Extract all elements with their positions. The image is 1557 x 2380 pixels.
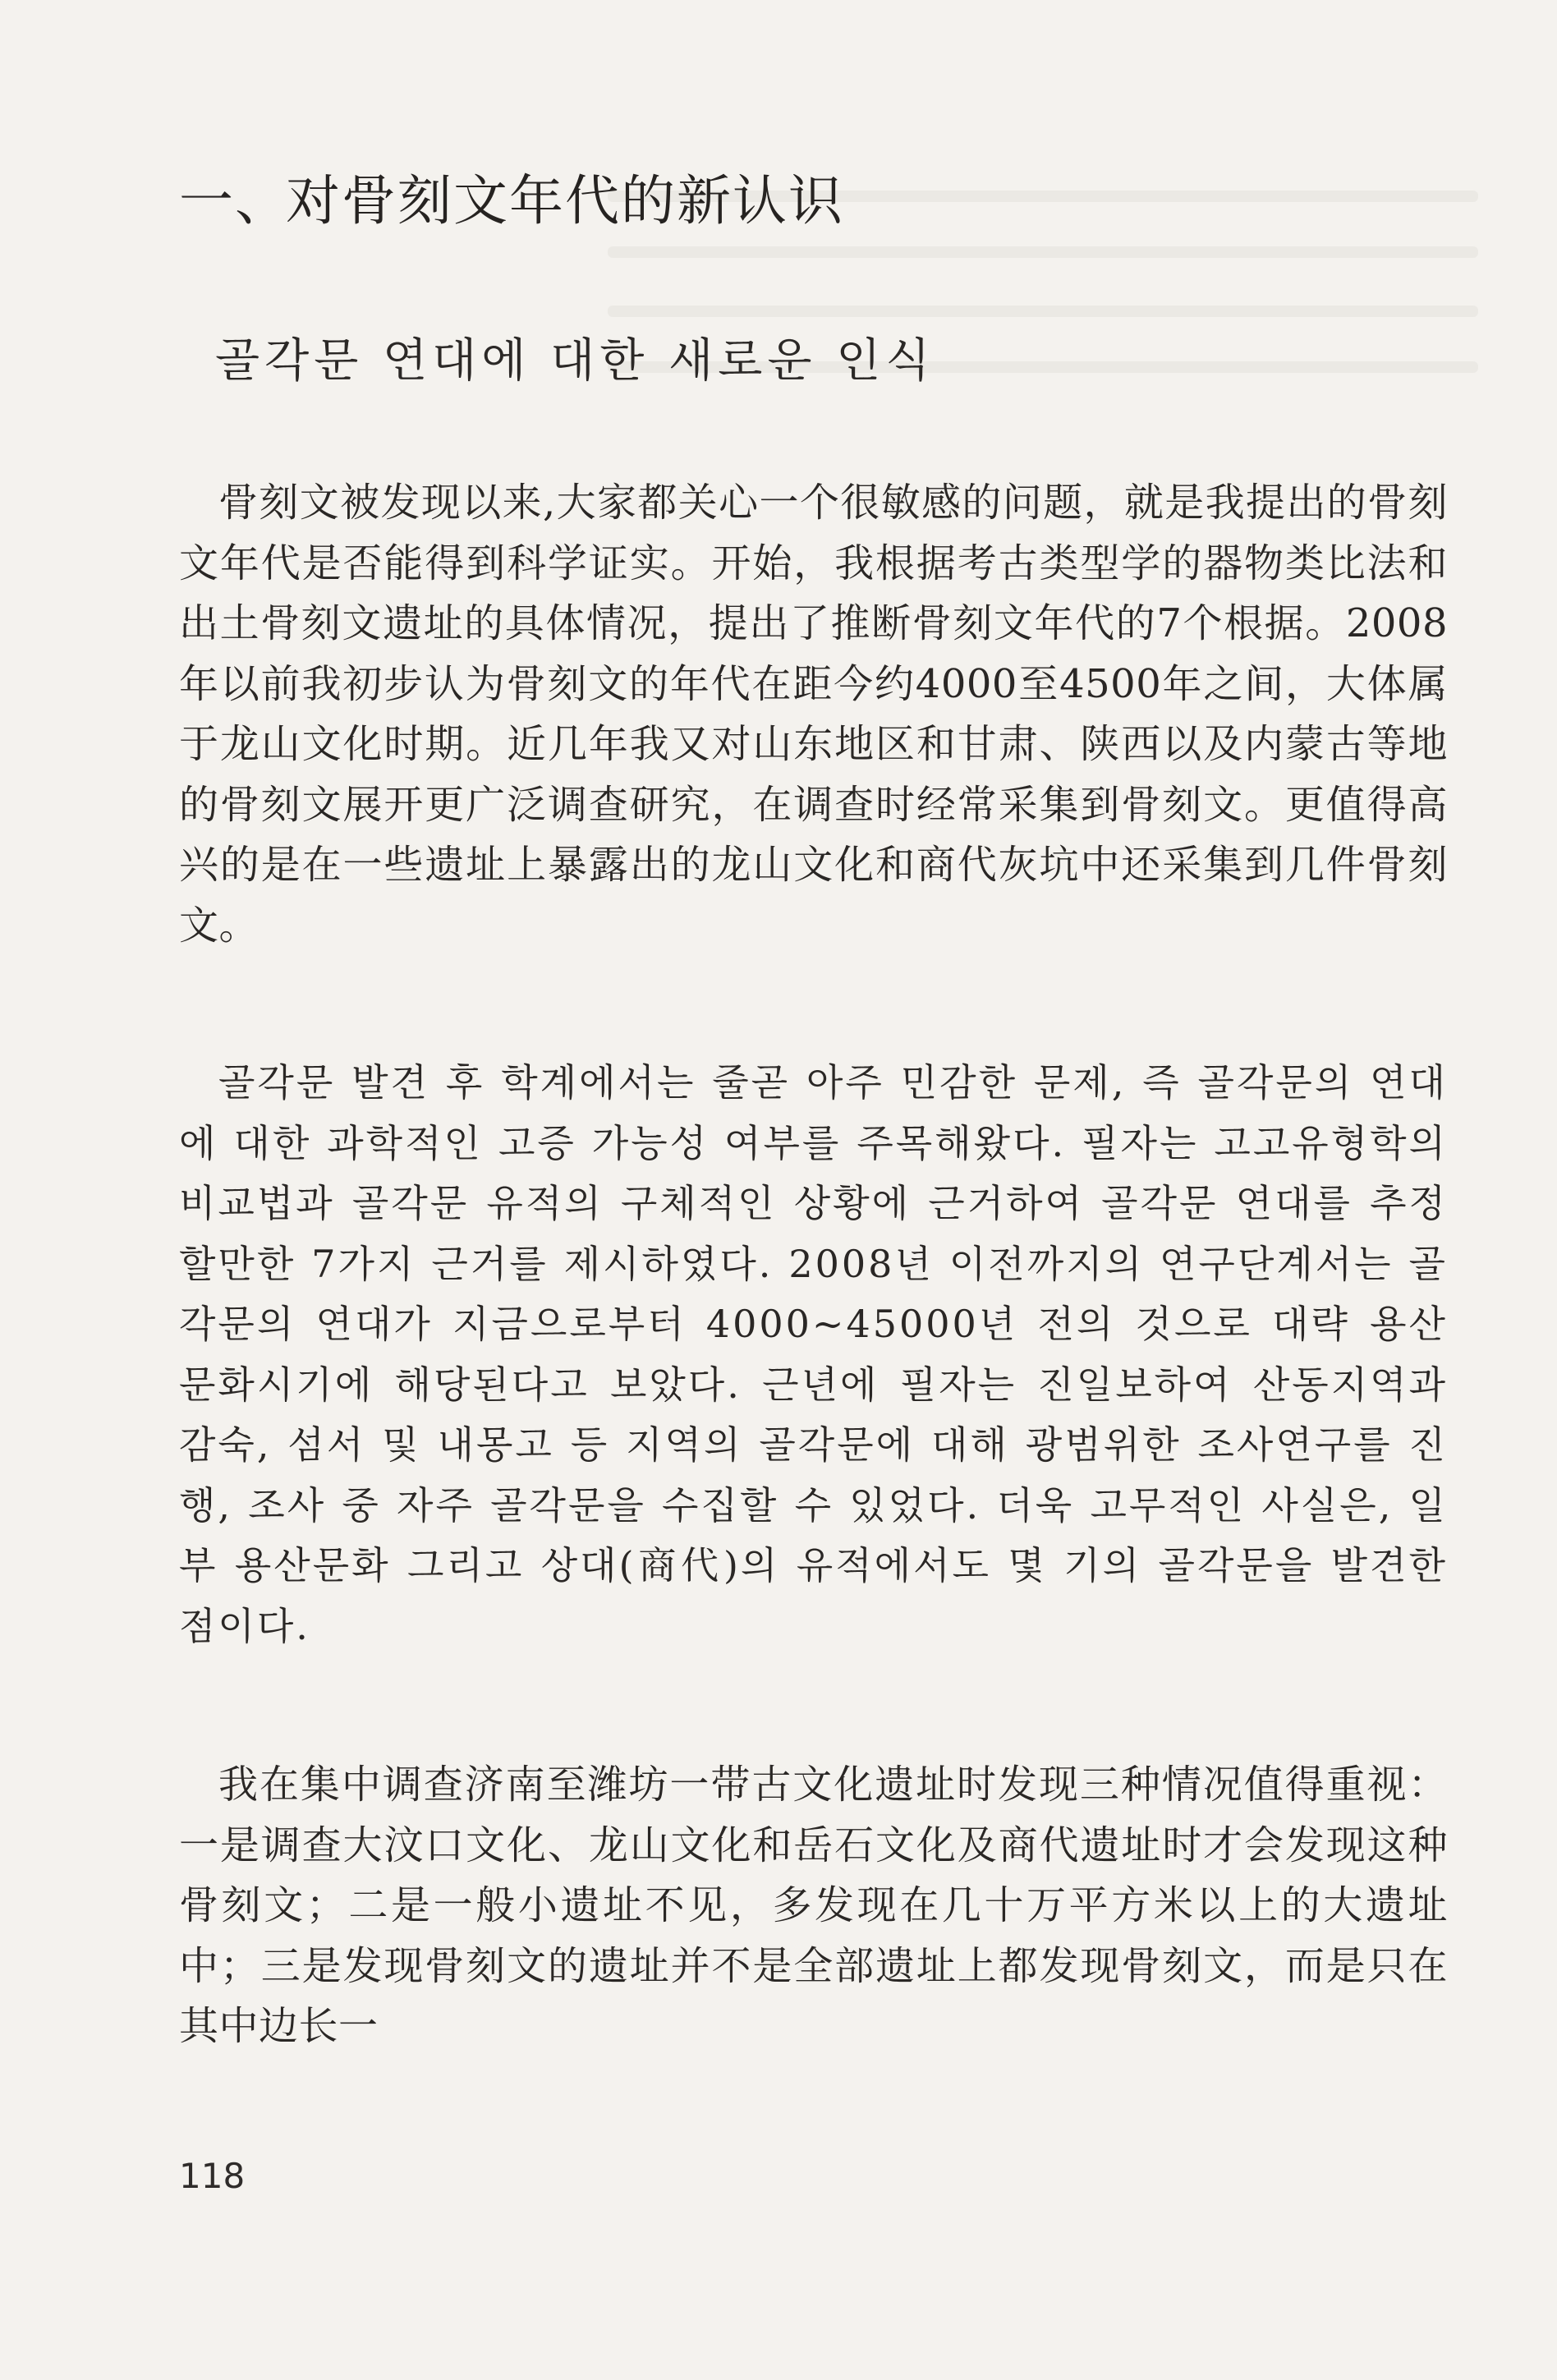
section-title: 对骨刻文年代的新认识 (286, 169, 844, 232)
page-number: 118 (179, 2156, 246, 2196)
bleed-through-texture (608, 306, 1478, 317)
section-number: 一、 (179, 169, 291, 232)
paragraph-chinese-2: 我在集中调查济南至潍坊一带古文化遗址时发现三种情况值得重视：一是调查大汶口文化、龙山文化和岳石文化及商代遗址时才会发现这种骨刻文；二是一般小遗址不见，多发现在几十万平方米以上的大遗址中；三是发现骨刻文的遗址并不是全部遗址上都发现骨刻文，而是只在其中边长一 (179, 1762, 1448, 2049)
paragraph-chinese-1: 骨刻文被发现以来,大家都关心一个很敏感的问题，就是我提出的骨刻文年代是否能得到科学证实。开始，我根据考古类型学的器物类比法和出土骨刻文遗址的具体情况，提出了推断骨刻文年代的7个根据。2008年以前我初步认为骨刻文的年代在距今约4000至4500年之间，大体属于龙山文化时期。近几年我又对山东地区和甘肃、陕西以及内蒙古等地的骨刻文展开更广泛调查研究，在调查时经常采集到骨刻文。更值得高兴的是在一些遗址上暴露出的龙山文化和商代灰坑中还采集到几件骨刻文。 (179, 480, 1448, 949)
paragraph-korean: 골각문 발견 후 학계에서는 줄곧 아주 민감한 문제, 즉 골각문의 연대에 대한 과학적인 고증 가능성 여부를 주목해왔다. 필자는 고고유형학의 비교법과 골각문 유적의 구체적인 상황에 근거하여 골각문 연대를 추정할만한 7가지 근거를 제시하였다. 2008년 이전까지의 연구단계서는 골각문의 연대가 지금으로부터 4000~45000년 전의 것으로 대략 용산문화시기에 해당된다고 보았다. 근년에 필자는 진일보하여 산동지역과 감숙, 섬서 및 내몽고 등 지역의 골각문에 대해 광범위한 조사연구를 진행, 조사 중 자주 골각문을 수집할 수 있었다. 더욱 고무적인 사실은, 일부 용산문화 그리고 상대(商代)의 유적에서도 몇 기의 골각문을 발견한 점이다. (179, 1060, 1448, 1648)
section-heading (179, 164, 1448, 238)
bleed-through-texture (608, 246, 1478, 258)
section-subheading: 골각문 연대에 대한 새로운 인식 (215, 334, 935, 388)
